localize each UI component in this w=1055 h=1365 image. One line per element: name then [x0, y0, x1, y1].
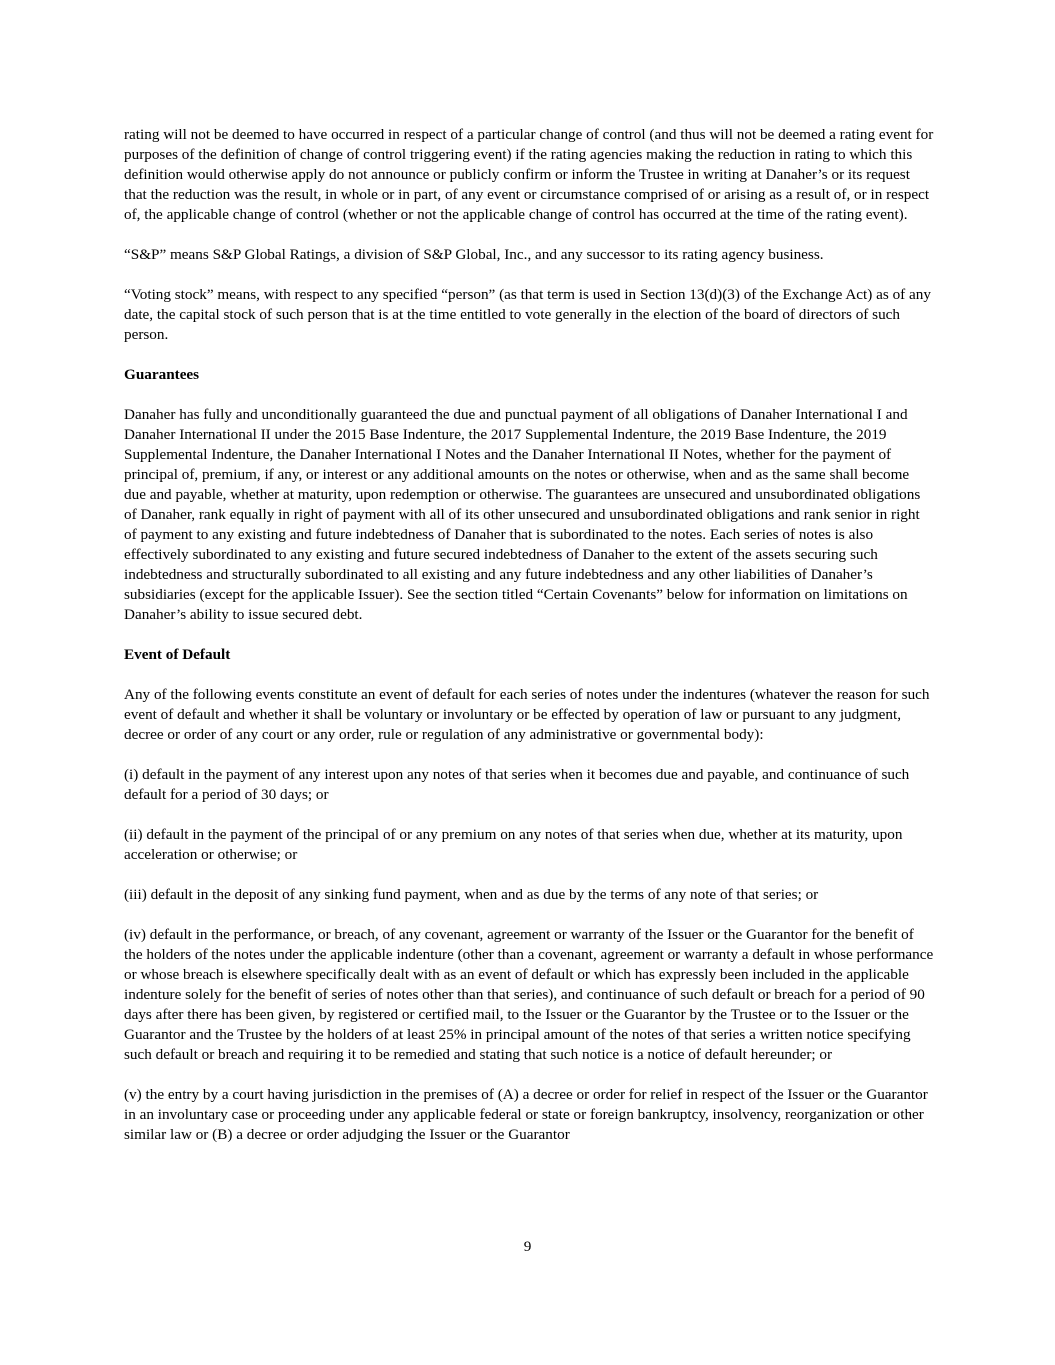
page-number: 9 — [523, 1238, 532, 1255]
heading-event-of-default: Event of Default — [124, 646, 231, 663]
document-body — [124, 125, 934, 1165]
heading-guarantees: Guarantees — [124, 366, 200, 383]
paragraph-default-iii: (iii) default in the deposit of any sinking fund payment, when and as due by the terms of any note of that series; or — [124, 886, 819, 903]
paragraph-events-intro: Any of the following events constitute an event of default for each series of notes under the indentures (whatever the reason for such event of default and whether it shall be voluntary or involuntary or be effected by operation of law or pursuant to any judgment, decree or order of any court or any order, rule or regulation of any administrative or governmental body): — [124, 686, 930, 743]
paragraph-rating-event-continuation: rating will not be deemed to have occurred in respect of a particular change of control (and thus will not be deemed a rating event for purposes of the definition of change of control triggering event) if the rating agencies making the reduction in rating to which this definition would otherwise apply do not announce or publicly confirm or inform the Trustee in writing at Danaher’s or its request that the reduction was the result, in whole or in part, of any event or circumstance comprised of or arising as a result of, or in respect of, the applicable change of control (whether or not the applicable change of control has occurred at the time of the rating event). — [124, 126, 934, 223]
paragraph-default-ii: (ii) default in the payment of the principal of or any premium on any notes of that series when due, whether at its maturity, upon acceleration or otherwise; or — [124, 826, 903, 863]
paragraph-default-i: (i) default in the payment of any interest upon any notes of that series when it becomes due and payable, and continuance of such default for a period of 30 days; or — [124, 766, 910, 803]
paragraph-default-iv: (iv) default in the performance, or breach, of any covenant, agreement or warranty of the Issuer or the Guarantor for the benefit of the holders of the notes under the applicable indenture (other than a covenant, agreement or warranty a default in whose performance or whose breach is elsewhere specifically dealt with as an event of default or which has expressly been included in the applicable indenture solely for the benefit of series of notes other than that series), and continuance of such default or breach for a period of 90 days after there has been given, by registered or certified mail, to the Issuer or the Guarantor by the Trustee or to the Issuer or the Guarantor and the Trustee by the holders of at least 25% in principal amount of the notes of that series a written notice specifying such default or breach and requiring it to be remedied and stating that such notice is a notice of default hereunder; or — [124, 926, 934, 1063]
paragraph-default-v: (v) the entry by a court having jurisdiction in the premises of (A) a decree or order for relief in respect of the Issuer or the Guarantor in an involuntary case or proceeding under any applicable federal or state or foreign bankruptcy, insolvency, reorganization or other similar law or (B) a decree or order adjudging the Issuer or the Guarantor — [124, 1086, 928, 1143]
paragraph-guarantees: Danaher has fully and unconditionally guaranteed the due and punctual payment of all obligations of Danaher International I and Danaher International II under the 2015 Base Indenture, the 2017 Supplemental Indenture, the 2019 Base Indenture, the 2019 Supplemental Indenture, the Danaher International I Notes and the Danaher International II Notes, whether for the payment of principal of, premium, if any, or interest or any additional amounts on the notes or otherwise, when and as the same shall become due and payable, whether at maturity, upon redemption or otherwise. The guarantees are unsecured and unsubordinated obligations of Danaher, rank equally in right of payment with all of its other unsecured and unsubordinated obligations and rank senior in right of payment to any existing and future indebtedness of Danaher that is subordinated to the notes. Each series of notes is also effectively subordinated to any existing and future secured indebtedness of Danaher to the extent of the assets securing such indebtedness and structurally subordinated to all existing and any future indebtedness and any other liabilities of Danaher’s subsidiaries (except for the applicable Issuer). See the section titled “Certain Covenants” below for information on limitations on Danaher’s ability to issue secured debt. — [124, 406, 921, 623]
paragraph-sp-definition: “S&P” means S&P Global Ratings, a division of S&P Global, Inc., and any successor to its rating agency business. — [124, 246, 824, 263]
paragraph-voting-stock-definition: “Voting stock” means, with respect to any specified “person” (as that term is used in Section 13(d)(3) of the Exchange Act) as of any date, the capital stock of such person that is at the time entitled to vote generally in the election of the board of directors of such person. — [124, 286, 931, 343]
